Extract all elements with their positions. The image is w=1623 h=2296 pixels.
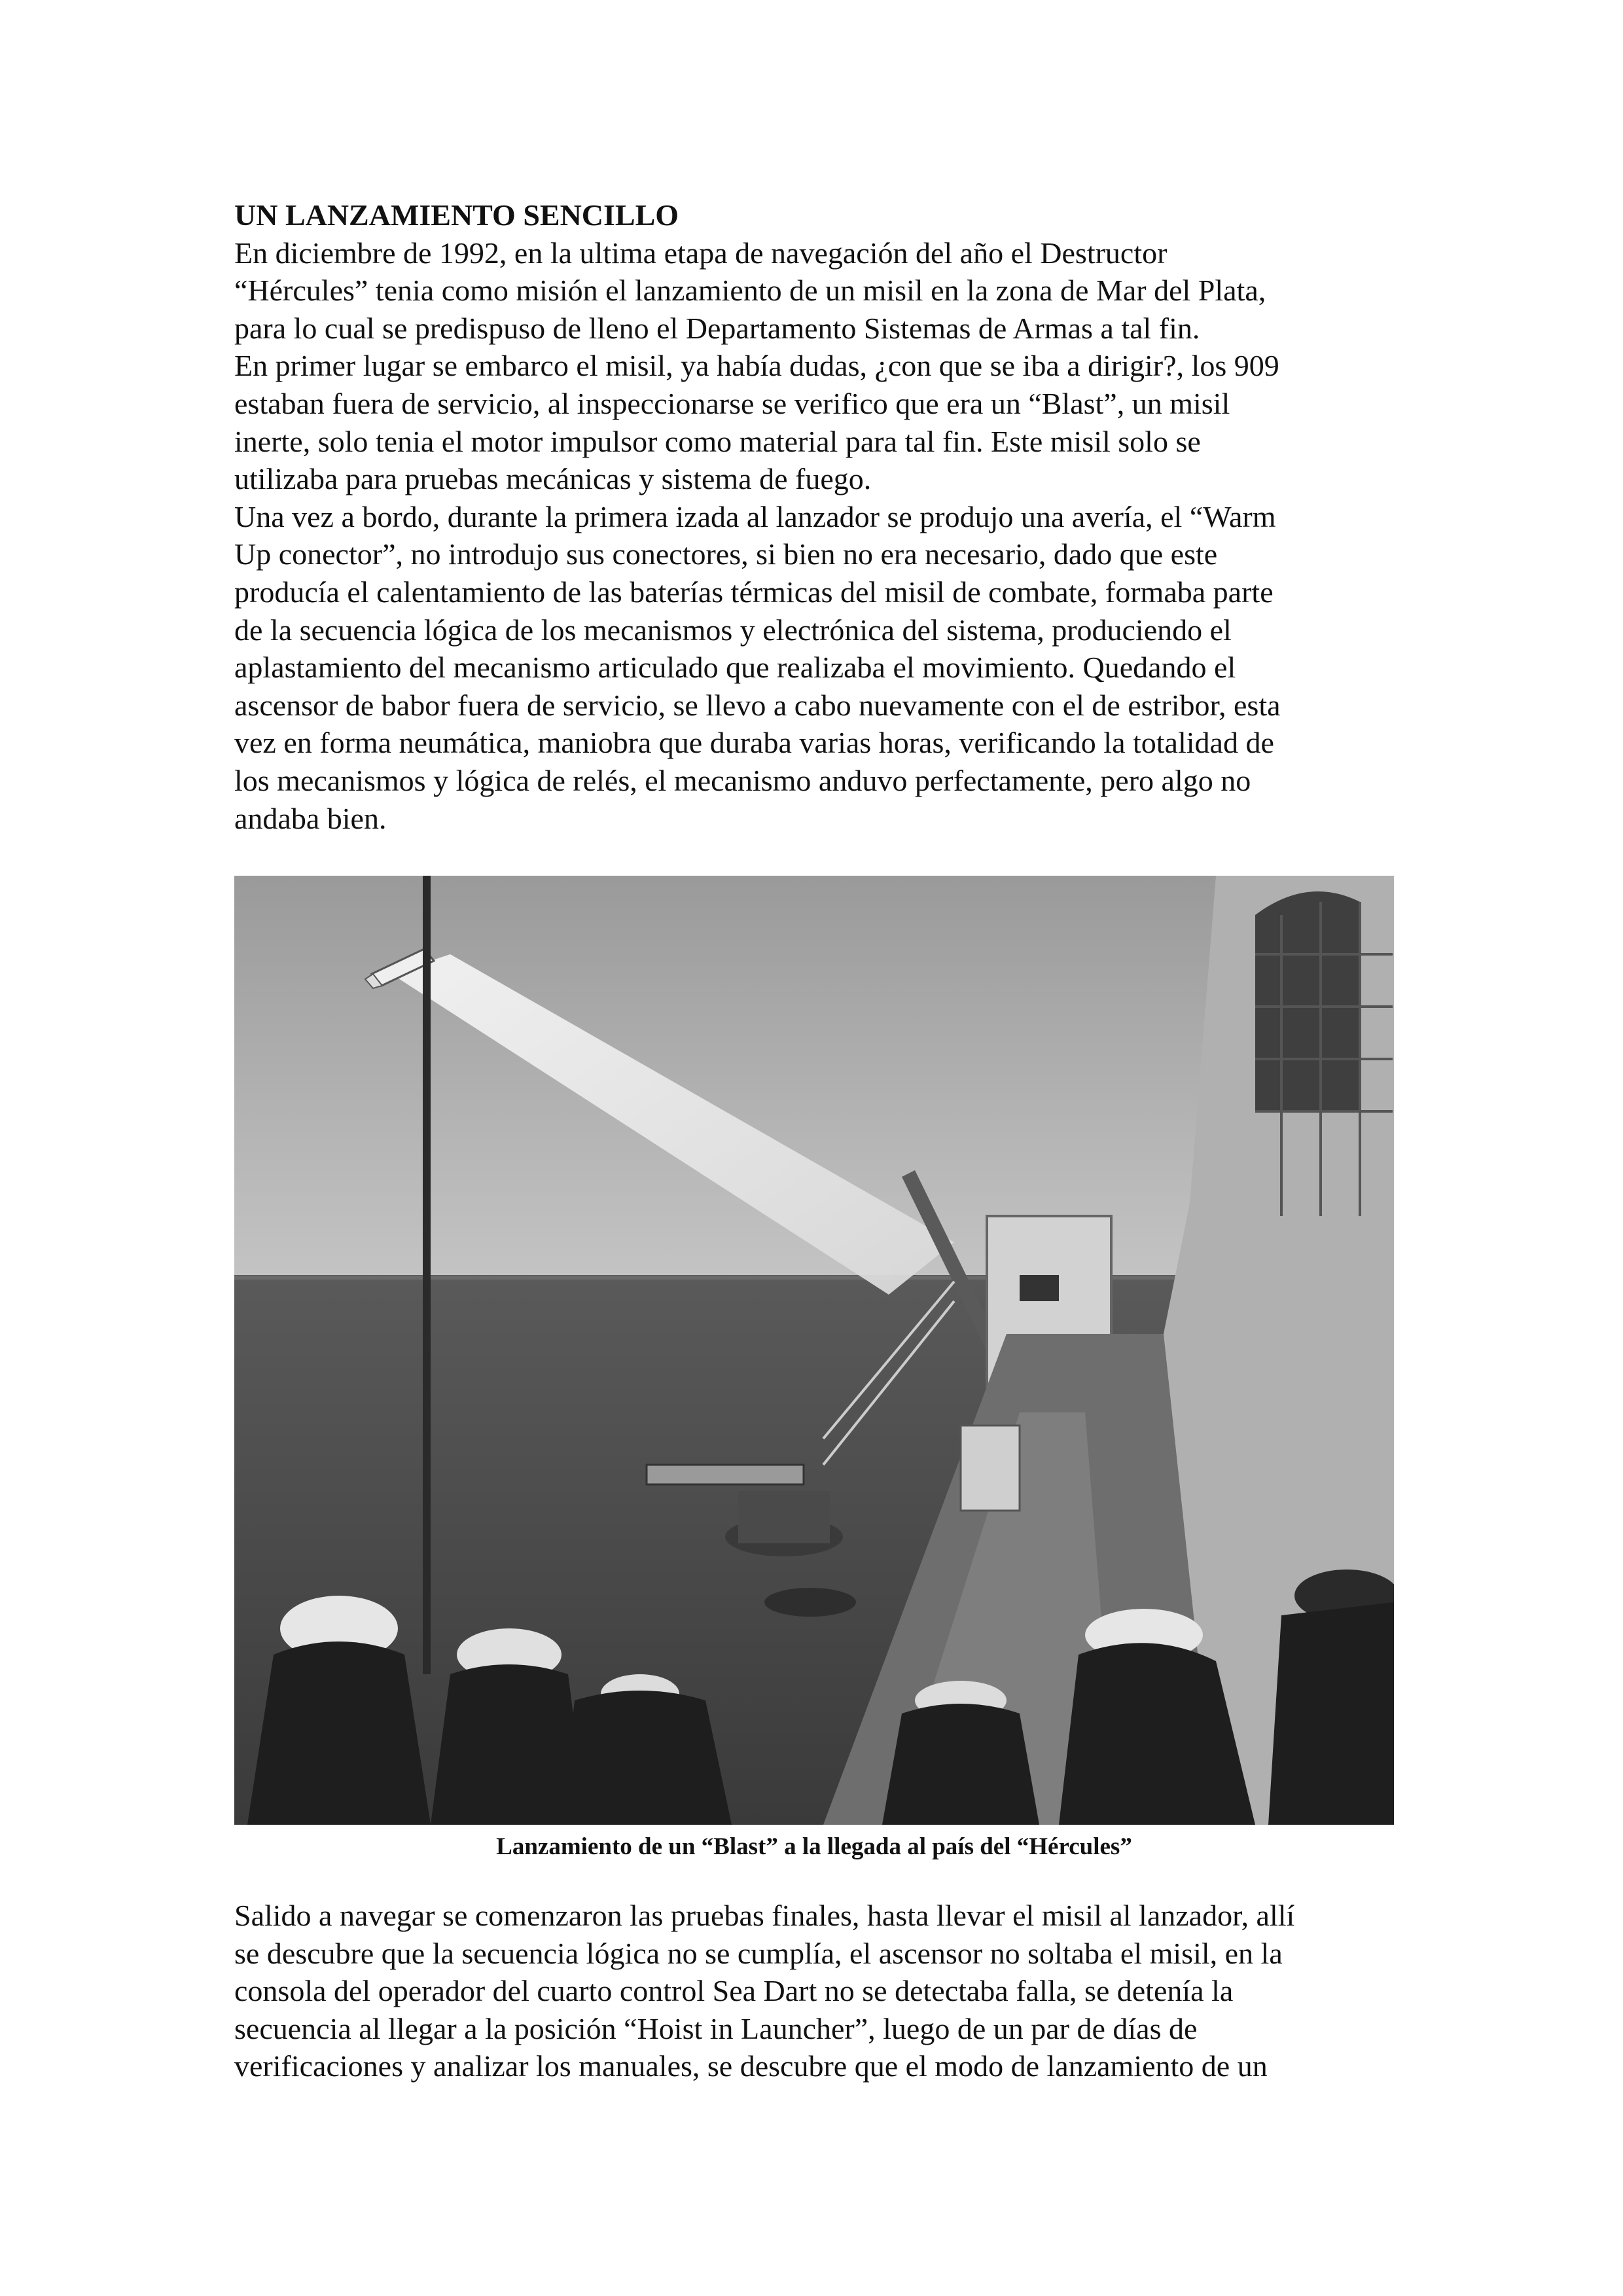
text-line: En diciembre de 1992, en la ultima etapa de navegación del año el Destructor (234, 236, 1168, 270)
text-line: consola del operador del cuarto control Sea Dart no se detectaba falla, se detenía la (234, 1974, 1234, 2008)
article-top (234, 196, 1399, 837)
deck-gun (647, 1465, 804, 1484)
text-line: secuencia al llegar a la posición “Hoist in Launcher”, luego de un par de días de (234, 2011, 1198, 2045)
text-line: andaba bien. (234, 801, 387, 835)
text-line: aplastamiento del mecanismo articulado que realizaba el movimiento. Quedando el (234, 651, 1236, 685)
text-line: Up conector”, no introdujo sus conectores, si bien no era necesario, dado que este (234, 537, 1218, 571)
text-line: Salido a navegar se comenzaron las pruebas finales, hasta llevar el misil al lanzador, allí (234, 1899, 1295, 1932)
text-line: producía el calentamiento de las baterías térmicas del misil de combate, formaba parte (234, 575, 1274, 609)
text-line: verificaciones y analizar los manuales, se descubre que el modo de lanzamiento de un (234, 2049, 1268, 2083)
text-line: estaban fuera de servicio, al inspeccionarse se verifico que era un “Blast”, un misil (234, 386, 1230, 420)
text-line: “Hércules” tenia como misión el lanzamiento de un misil en la zona de Mar del Plata, (234, 274, 1266, 308)
text-line: En primer lugar se embarco el misil, ya había dudas, ¿con que se iba a dirigir?, los 909 (234, 349, 1279, 383)
text-line: utilizaba para pruebas mecánicas y sistema de fuego. (234, 462, 872, 496)
article-heading: UN LANZAMIENTO SENCILLO (234, 198, 679, 232)
text-line: inerte, solo tenia el motor impulsor como material para tal fin. Este misil solo se (234, 424, 1201, 458)
photo-caption: Lanzamiento de un “Blast” a la llegada al país del “Hércules” (496, 1833, 1132, 1860)
text-line: vez en forma neumática, maniobra que duraba varias horas, verificando la totalidad de (234, 726, 1274, 760)
text-line: de la secuencia lógica de los mecanismos y electrónica del sistema, produciendo el (234, 613, 1232, 647)
ship-mast (423, 876, 431, 1674)
text-line: se descubre que la secuencia lógica no se cumplía, el ascensor no soltaba el misil, en la (234, 1936, 1283, 1970)
text-line: ascensor de babor fuera de servicio, se llevo a cabo nuevamente con el de estribor, esta (234, 688, 1281, 722)
article-bottom (234, 1897, 1399, 2085)
missile-launch-photo (234, 876, 1394, 1825)
text-line: para lo cual se predispuso de lleno el Departamento Sistemas de Armas a tal fin. (234, 311, 1200, 345)
text-line: Una vez a bordo, durante la primera izada al lanzador se produjo una avería, el “Warm (234, 499, 1276, 533)
deck-box (961, 1426, 1020, 1511)
text-line: los mecanismos y lógica de relés, el mecanismo anduvo perfectamente, pero algo no (234, 763, 1251, 797)
